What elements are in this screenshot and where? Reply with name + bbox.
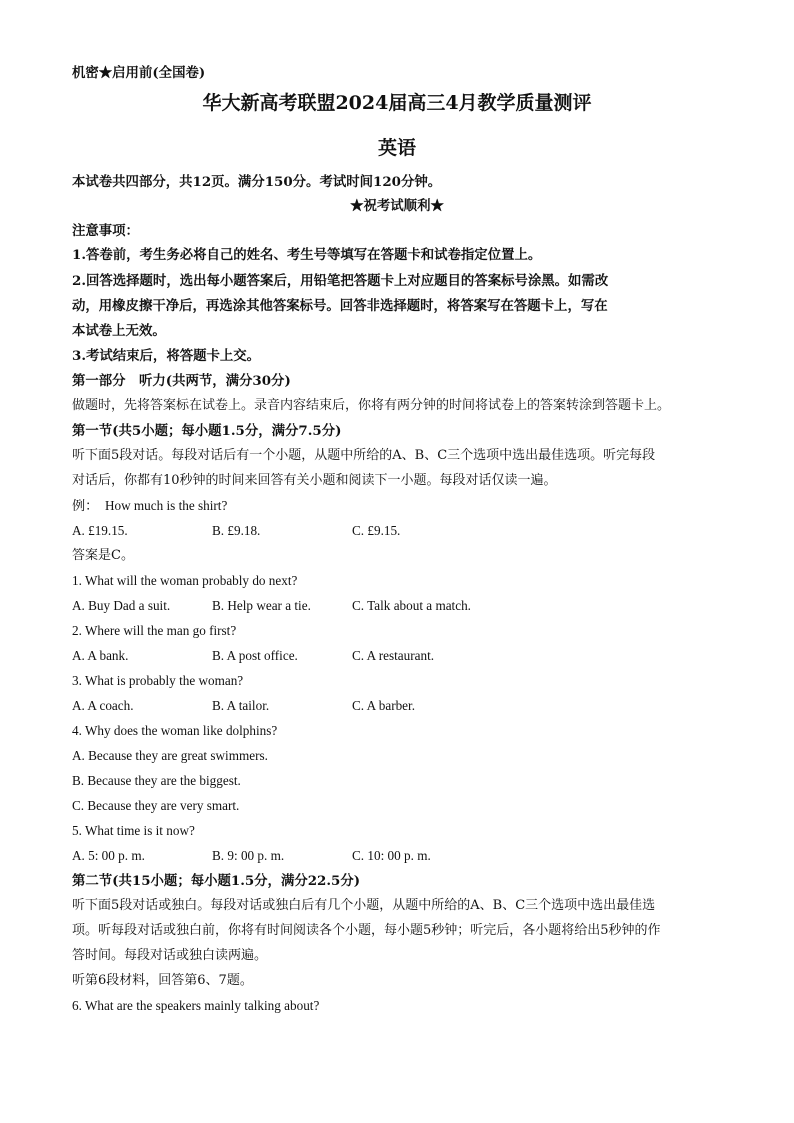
- section2-intro-line-3: 答时间。每段对话或独白读两遍。: [72, 948, 268, 963]
- example-answer: 答案是C。: [72, 548, 134, 563]
- option-c: C. A barber.: [352, 698, 415, 713]
- example-options: [72, 522, 400, 540]
- option-c: C. £9.15.: [352, 523, 401, 538]
- question-1: 1. What will the woman probably do next?: [72, 573, 298, 588]
- example-question: 例： How much is the shirt?: [72, 498, 228, 513]
- note-item-3: 3.考试结束后，将答题卡上交。: [72, 348, 261, 364]
- question-1-options: [72, 597, 471, 615]
- option-b: B. £9.18.: [212, 523, 261, 538]
- option-b: B. A post office.: [212, 648, 298, 663]
- section1-intro-line-2: 对话后，你都有10秒钟的时间来回答有关小题和阅读下一小题。每段对话仅读一遍。: [72, 473, 557, 488]
- section2-intro-line-2: 项。听每段对话或独白前，你将有时间阅读各个小题，每小题5秒钟；听完后，各小题将给出5秒钟的作: [72, 923, 661, 938]
- part1-heading: 第一部分 听力(共两节，满分30分): [72, 373, 291, 389]
- blessing: ★祝考试顺利★: [350, 198, 444, 214]
- option-a: A. £19.15.: [72, 523, 128, 538]
- option-a: A. A coach.: [72, 698, 134, 713]
- material-6-instruction: 听第6段材料，回答第6、7题。: [72, 973, 253, 988]
- question-5: 5. What time is it now?: [72, 823, 195, 838]
- section1-heading: 第一节(共5小题；每小题1.5分，满分7.5分): [72, 423, 342, 439]
- section2-heading: 第二节(共15小题；每小题1.5分，满分22.5分): [72, 873, 361, 889]
- option-b: B. 9: 00 p. m.: [212, 848, 285, 863]
- note-item-2-line-3: 本试卷上无效。: [72, 323, 166, 339]
- confidential-label: 机密★启用前(全国卷): [72, 65, 206, 81]
- note-item-1: 1.答卷前，考生务必将自己的姓名、考生号等填写在答题卡和试卷指定位置上。: [72, 247, 542, 263]
- question-3: 3. What is probably the woman?: [72, 673, 244, 688]
- note-item-2-line-2: 动，用橡皮擦干净后，再选涂其他答案标号。回答非选择题时，将答案写在答题卡上，写在: [72, 298, 608, 314]
- question-4-option-a: A. Because they are great swimmers.: [72, 748, 268, 763]
- question-2-options: [72, 647, 434, 665]
- option-a: A. Buy Dad a suit.: [72, 598, 171, 613]
- option-b: B. A tailor.: [212, 698, 270, 713]
- question-3-options: [72, 697, 415, 715]
- option-c: C. 10: 00 p. m.: [352, 848, 431, 863]
- option-c: C. A restaurant.: [352, 648, 435, 663]
- option-c: C. Talk about a match.: [352, 598, 471, 613]
- option-a: A. 5: 00 p. m.: [72, 848, 145, 863]
- option-b: B. Help wear a tie.: [212, 598, 311, 613]
- question-4: 4. Why does the woman like dolphins?: [72, 723, 278, 738]
- exam-title: 华大新高考联盟2024届高三4月教学质量测评: [202, 92, 592, 114]
- question-6: 6. What are the speakers mainly talking about?: [72, 998, 320, 1013]
- note-item-2-line-1: 2.回答选择题时，选出每小题答案后，用铅笔把答题卡上对应题目的答案标号涂黑。如需改: [72, 273, 609, 289]
- subject-title: 英语: [377, 137, 416, 159]
- part1-intro: 做题时，先将答案标在试卷上。录音内容结束后，你将有两分钟的时间将试卷上的答案转涂到答题卡上。: [72, 398, 671, 413]
- section1-intro-line-1: 听下面5段对话。每段对话后有一个小题，从题中所给的A、B、C三个选项中选出最佳选项。听完每段: [72, 448, 656, 463]
- section2-intro-line-1: 听下面5段对话或独白。每段对话或独白后有几个小题，从题中所给的A、B、C三个选项中选出最佳选: [72, 898, 656, 913]
- notes-heading: 注意事项：: [72, 223, 139, 239]
- option-a: A. A bank.: [72, 648, 129, 663]
- question-4-option-c: C. Because they are very smart.: [72, 798, 240, 813]
- exam-summary: 本试卷共四部分，共12页。满分150分。考试时间120分钟。: [72, 174, 442, 190]
- question-4-option-b: B. Because they are the biggest.: [72, 773, 241, 788]
- question-2: 2. Where will the man go first?: [72, 623, 237, 638]
- question-5-options: [72, 847, 431, 865]
